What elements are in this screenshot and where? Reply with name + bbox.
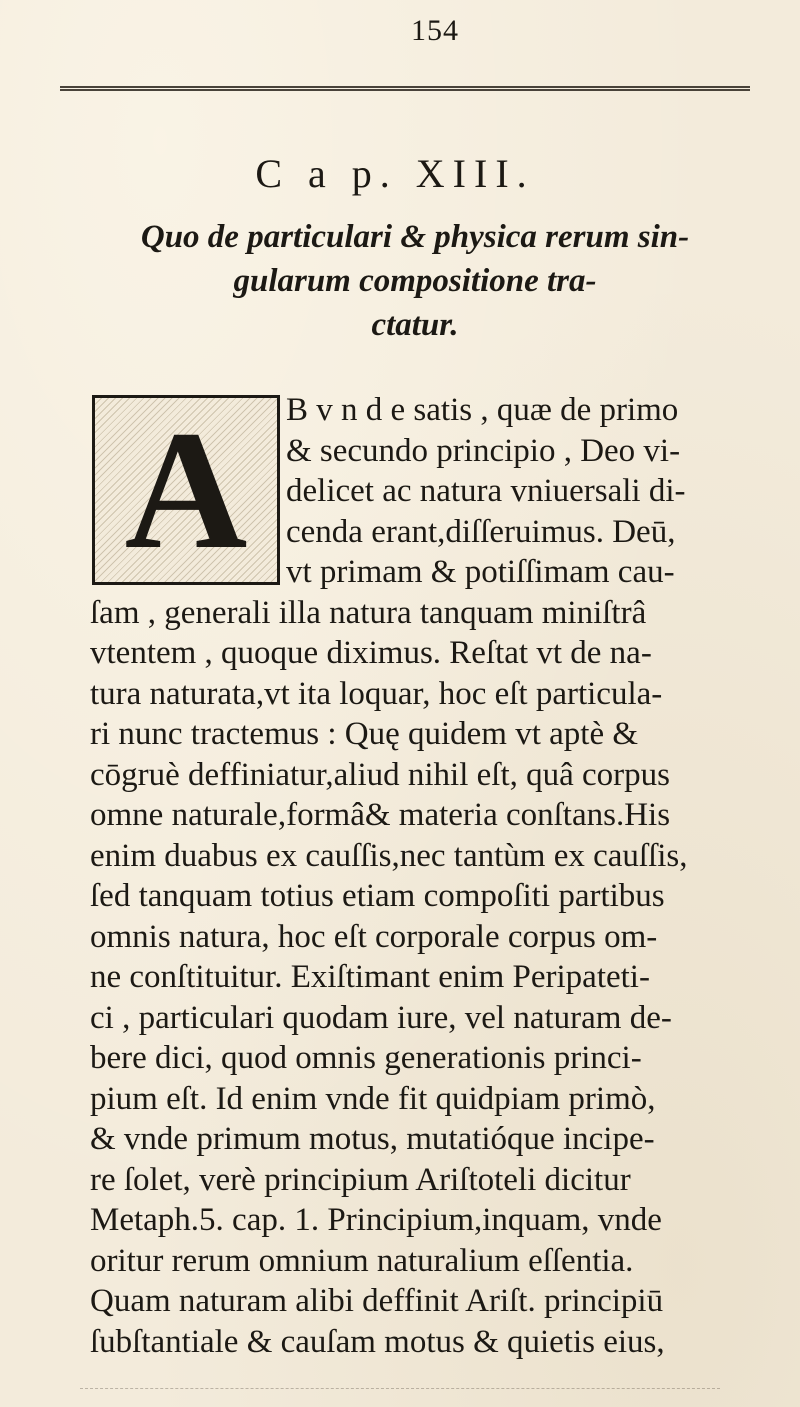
text-line: omne naturale,formâ& materia conſtans.His bbox=[90, 797, 671, 833]
subtitle-line: ctatur. bbox=[371, 307, 459, 343]
text-line: oritur rerum omnium naturalium eſſentia. bbox=[90, 1242, 634, 1279]
page-number: 154 bbox=[411, 14, 459, 47]
chapter-subtitle bbox=[120, 215, 710, 347]
text-line: re ſolet, verè principium Ariſtoteli dicitur bbox=[90, 1161, 631, 1198]
initial-letter: A bbox=[124, 395, 248, 584]
text-line: B v n d e satis , quæ de primo bbox=[286, 392, 679, 428]
text-line: bere dici, quod omnis generationis princi- bbox=[90, 1040, 642, 1076]
subtitle-line: Quo de particulari & physica rerum sin- bbox=[140, 219, 690, 255]
text-line: & secundo principio , Deo vi- bbox=[286, 432, 681, 469]
text-line: & vnde primum motus, mutatióque incipe- bbox=[90, 1121, 655, 1157]
text-line: pium eſt. Id enim vnde fit quidpiam primò, bbox=[90, 1080, 656, 1117]
text-line: ſed tanquam totius etiam compoſiti partibus bbox=[90, 878, 665, 914]
text-line: omnis natura, hoc eſt corporale corpus om- bbox=[90, 918, 658, 955]
body-text bbox=[90, 390, 770, 1362]
text-line: Quam naturam alibi deffinit Ariſt. principiū bbox=[90, 1283, 664, 1319]
text-line: delicet ac natura vniuersali di- bbox=[286, 473, 686, 509]
text-line: tura naturata,vt ita loquar, hoc eſt particula- bbox=[90, 675, 663, 712]
text-line: ri nunc tractemus : Quę quidem vt aptè & bbox=[90, 716, 639, 752]
text-line: Metaph.5. cap. 1. Principium,inquam, vnde bbox=[90, 1202, 662, 1238]
text-line: vtentem , quoque diximus. Reſtat vt de na- bbox=[90, 635, 652, 671]
text-line: ſam , generali illa natura tanquam miniſtrâ bbox=[90, 594, 647, 631]
bottom-edge-mark bbox=[80, 1388, 720, 1390]
text-line: ne conſtituitur. Exiſtimant enim Peripateti- bbox=[90, 959, 650, 995]
text-line: vt primam & potiſſimam cau- bbox=[286, 554, 675, 590]
chapter-heading: C a p. XIII. bbox=[255, 151, 535, 196]
text-line: ci , particulari quodam iure, vel naturam de- bbox=[90, 999, 672, 1036]
text-line: ſubſtantiale & cauſam motus & quietis eius, bbox=[90, 1323, 665, 1360]
header-rule bbox=[60, 86, 750, 91]
subtitle-line: gularum compositione tra- bbox=[233, 263, 597, 299]
text-line: enim duabus ex cauſſis,nec tantùm ex cauſſis, bbox=[90, 837, 688, 874]
text-line: cenda erant,diſſeruimus. Deū, bbox=[286, 513, 676, 550]
text-line: cōgruè deffiniatur,aliud nihil eſt, quâ corpus bbox=[90, 756, 670, 793]
